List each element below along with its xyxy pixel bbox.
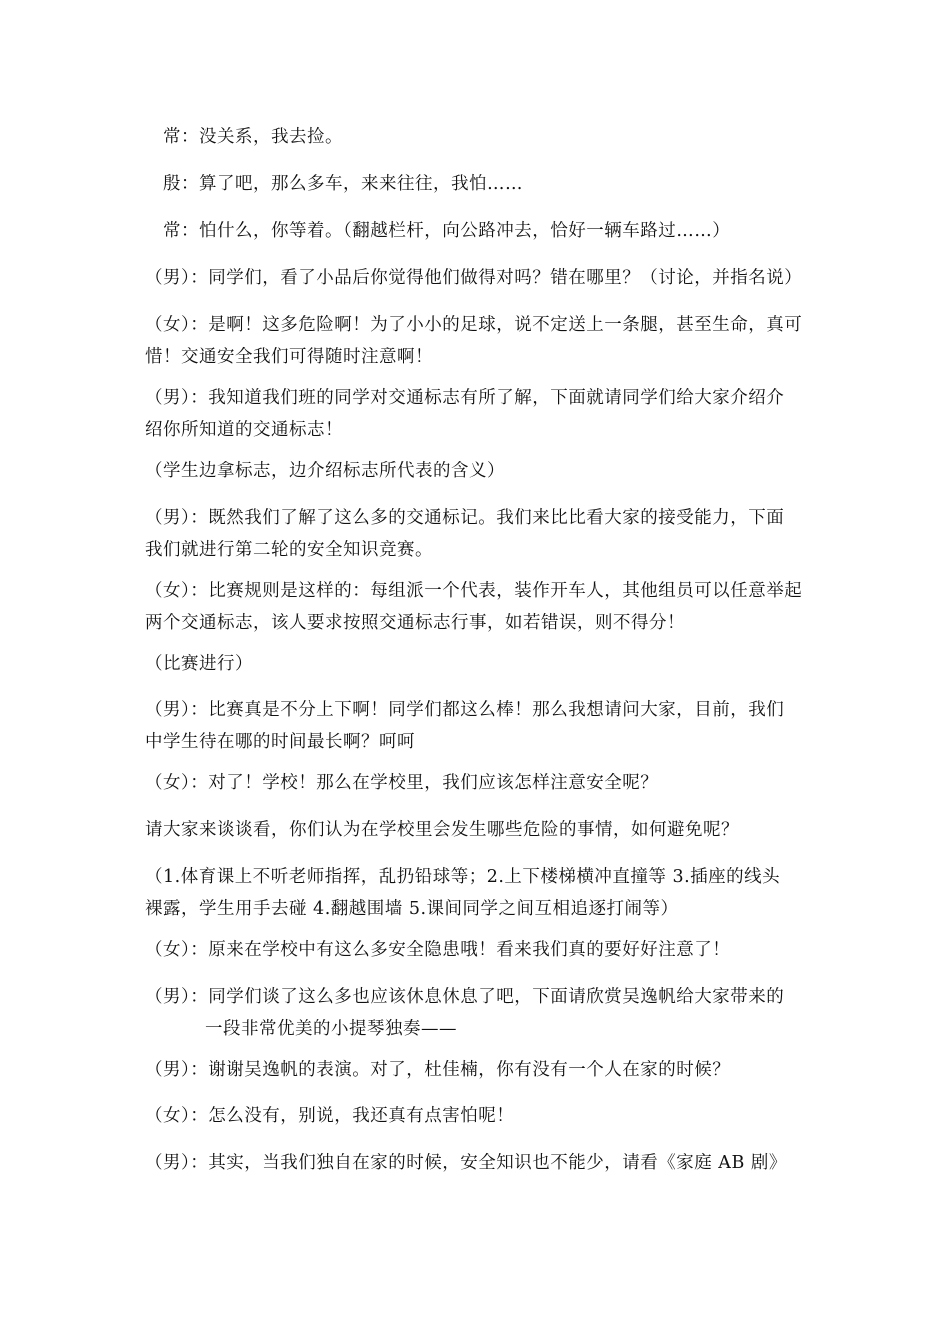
paragraph-4 (145, 262, 815, 294)
paragraph-5 (145, 309, 815, 373)
paragraph-7 (145, 455, 815, 487)
paragraph-15 (145, 934, 815, 966)
text-line: （男）：其实，当我们独自在家的时候，安全知识也不能少，请看《家庭 AB 剧》 (145, 1153, 787, 1173)
paragraph-8 (145, 502, 815, 566)
paragraph-10 (145, 648, 815, 680)
text-line: （1.体育课上不听老师指挥，乱扔铅球等；2.上下楼梯横冲直撞等 3.插座的线头 (145, 867, 781, 887)
paragraph-9 (145, 575, 815, 639)
text-line: 殷：算了吧，那么多车，来来往往，我怕…… (163, 174, 523, 194)
text-line: （男）：同学们，看了小品后你觉得他们做得对吗？错在哪里？（讨论，并指名说） (145, 268, 803, 288)
text-line: （女）：是啊！这多危险啊！为了小小的足球，说不定送上一条腿，甚至生命，真可 (145, 315, 803, 335)
paragraph-16 (145, 981, 815, 1045)
paragraph-18 (145, 1100, 815, 1132)
text-line: （男）：谢谢吴逸帆的表演。对了，杜佳楠，你有没有一个人在家的时候？ (145, 1060, 731, 1080)
text-line: 常：怕什么，你等着。（翻越栏杆，向公路冲去，恰好一辆车路过……） (163, 221, 731, 241)
text-line: （比赛进行） (145, 654, 253, 674)
text-line: 惜！交通安全我们可得随时注意啊！ (145, 347, 433, 367)
text-line: （男）：我知道我们班的同学对交通标志有所了解，下面就请同学们给大家介绍介 (145, 388, 785, 408)
paragraph-13 (145, 814, 815, 846)
text-line: 一段非常优美的小提琴独奏—— (205, 1019, 457, 1039)
paragraph-14 (145, 861, 815, 925)
text-line: 裸露，学生用手去碰 4.翻越围墙 5.课间同学之间互相追逐打闹等） (145, 899, 679, 919)
text-line: （学生边拿标志，边介绍标志所代表的含义） (145, 461, 505, 481)
paragraph-17 (145, 1054, 815, 1086)
text-line: 绍你所知道的交通标志！ (145, 420, 343, 440)
paragraph-1 (163, 121, 833, 153)
text-line: 常：没关系，我去捡。 (163, 127, 343, 147)
paragraph-6 (145, 382, 815, 446)
text-line: 两个交通标志，该人要求按照交通标志行事，如若错误，则不得分！ (145, 613, 685, 633)
text-line: 中学生待在哪的时间最长啊？呵呵 (145, 732, 415, 752)
text-line: （女）：怎么没有，别说，我还真有点害怕呢！ (145, 1106, 515, 1126)
text-line: 请大家来谈谈看，你们认为在学校里会发生哪些危险的事情，如何避免呢？ (145, 820, 739, 840)
text-line: （男）：同学们谈了这么多也应该休息休息了吧，下面请欣赏吴逸帆给大家带来的 (145, 987, 785, 1007)
text-line: 我们就进行第二轮的安全知识竞赛。 (145, 540, 433, 560)
text-line: （男）：比赛真是不分上下啊！同学们都这么棒！那么我想请问大家，目前，我们 (145, 700, 785, 720)
text-line: （女）：对了！学校！那么在学校里，我们应该怎样注意安全呢？ (145, 773, 659, 793)
paragraph-12 (145, 767, 815, 799)
text-line: （女）：比赛规则是这样的：每组派一个代表，装作开车人，其他组员可以任意举起 (145, 581, 803, 601)
text-line: （男）：既然我们了解了这么多的交通标记。我们来比比看大家的接受能力，下面 (145, 508, 785, 528)
paragraph-3 (163, 215, 833, 247)
paragraph-2 (163, 168, 833, 200)
text-line: （女）：原来在学校中有这么多安全隐患哦！看来我们真的要好好注意了！ (145, 940, 731, 960)
paragraph-19 (145, 1147, 815, 1179)
paragraph-11 (145, 694, 815, 758)
